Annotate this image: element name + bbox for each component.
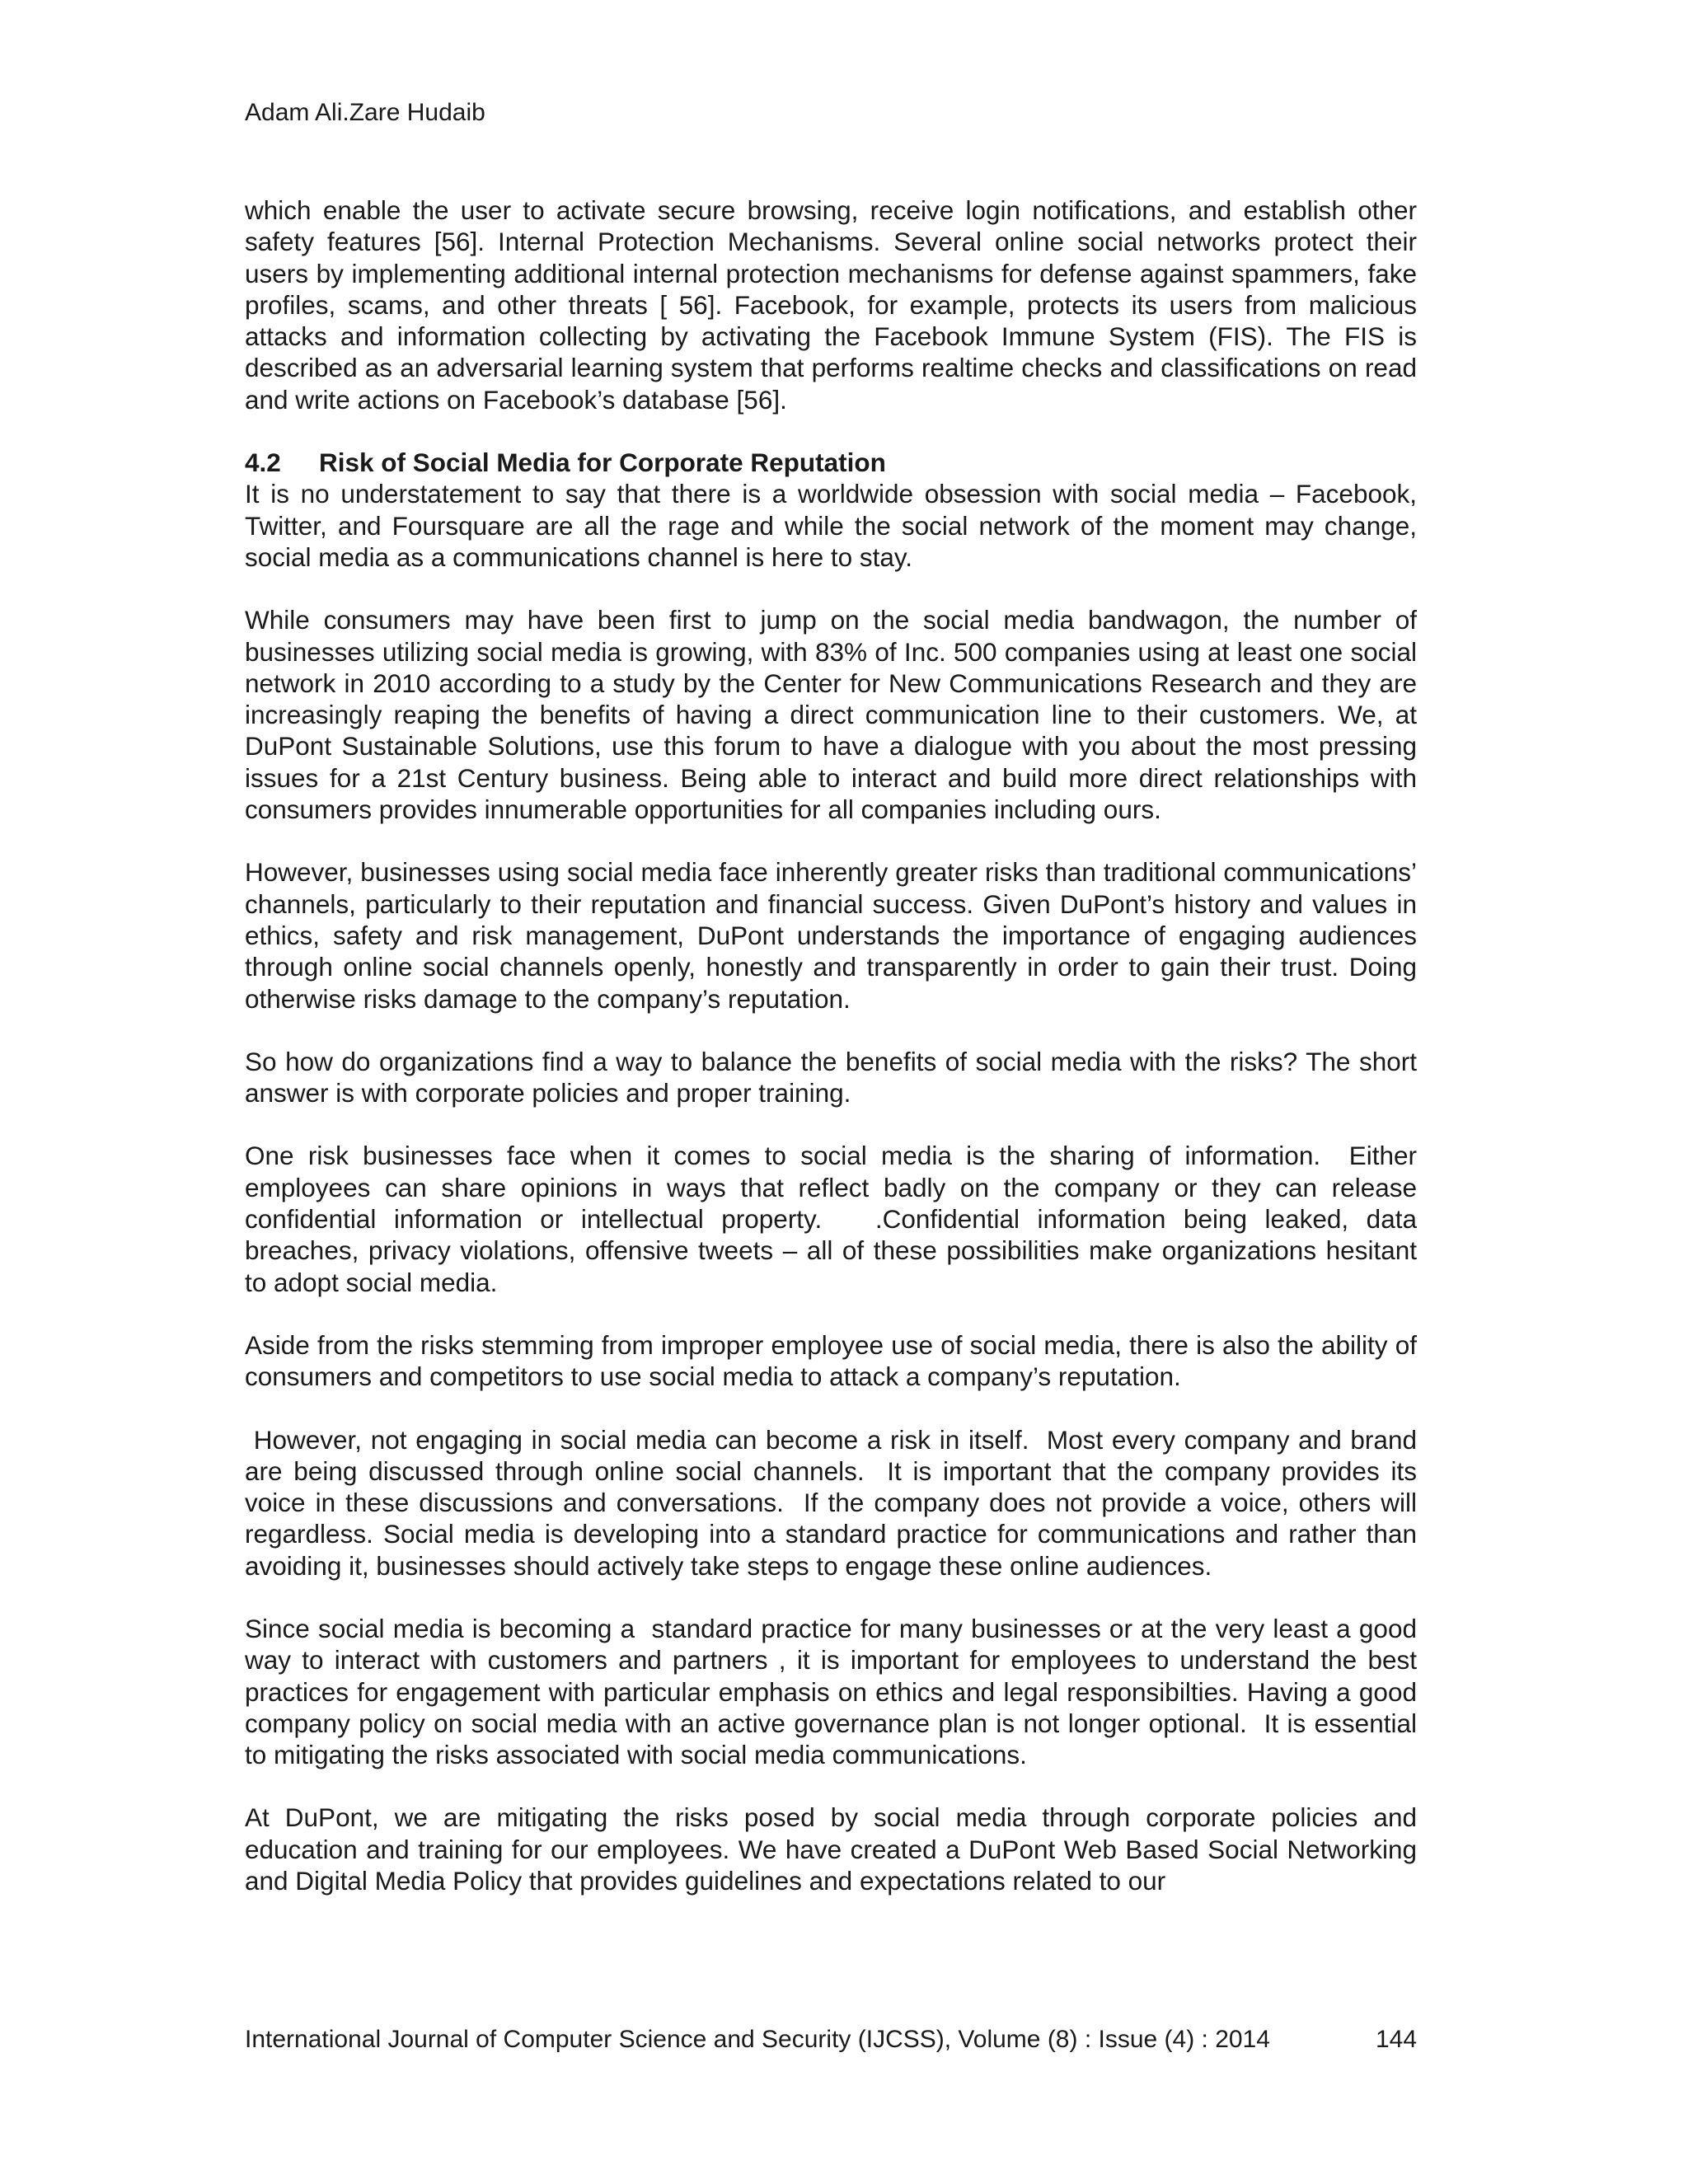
section-number: 4.2	[245, 448, 281, 478]
running-head-author: Adam Ali.Zare Hudaib	[245, 99, 485, 126]
body-paragraph-3: However, businesses using social media face inherently greater risks than traditional communications’ channels, particularly to their reputation and financial success. Given DuPont’s history and values in ethics, safety and risk management, DuPont understands the importance of engaging audiences through online social channels openly, honestly and transparently in order to gain their trust. Doing otherwise risks damage to the company’s reputation.	[245, 857, 1424, 1014]
body-paragraph-5: One risk businesses face when it comes to social media is the sharing of information. Either employees can share opinions in ways that reflect badly on the company or they can release confidential information or intellectual property. .Confidential information being leaked, data breaches, privacy violations, offensive tweets – all of these possibilities make organizations hesitant to adopt social media.	[245, 1141, 1424, 1297]
body-paragraph-1: It is no understatement to say that there is a worldwide obsession with social media – Facebook, Twitter, and Foursquare are all the rage and while the social network of the moment may change, social media as a communications channel is here to stay.	[245, 479, 1424, 572]
intro-paragraph: which enable the user to activate secure browsing, receive login notifications, and establish other safety features [56]. Internal Protection Mechanisms. Several online social networks protect their users by implementing additional internal protection mechanisms for defense against spammers, fake profiles, scams, and other threats [ 56]. Facebook, for example, protects its users from malicious attacks and information collecting by activating the Facebook Immune System (FIS). The FIS is described as an adversarial learning system that performs realtime checks and classifications on read and write actions on Facebook’s database [56].	[245, 195, 1424, 415]
body-paragraph-2: While consumers may have been first to jump on the social media bandwagon, the number of businesses utilizing social media is growing, with 83% of Inc. 500 companies using at least one social network in 2010 according to a study by the Center for New Communications Research and they are increasingly reaping the benefits of having a direct communication line to their customers. We, at DuPont Sustainable Solutions, use this forum to have a dialogue with you about the most pressing issues for a 21st Century business. Being able to interact and build more direct relationships with consumers provides innumerable opportunities for all companies including ours.	[245, 605, 1424, 825]
section-title: Risk of Social Media for Corporate Reputation	[319, 448, 886, 478]
section-heading	[245, 447, 1417, 478]
body-paragraph-9: At DuPont, we are mitigating the risks posed by social media through corporate policies and education and training for our employees. We have created a DuPont Web Based Social Networking and Digital Media Policy that provides guidelines and expectations related to our	[245, 1802, 1424, 1896]
body-paragraph-4: So how do organizations find a way to balance the benefits of social media with the risks? The short answer is with corporate policies and proper training.	[245, 1046, 1424, 1108]
body-paragraph-6: Aside from the risks stemming from improper employee use of social media, there is also the ability of consumers and competitors to use social media to attack a company’s reputation.	[245, 1329, 1424, 1392]
footer-page-number: 144	[1376, 2026, 1418, 2053]
body-paragraph-8: Since social media is becoming a standard practice for many businesses or at the very least a good way to interact with customers and partners , it is important for employees to understand the best practices for engagement with particular emphasis on ethics and legal responsibilties. Having a good company policy on social media with an active governance plan is not longer optional. It is essential to mitigating the risks associated with social media communications.	[245, 1613, 1424, 1770]
article-body	[245, 194, 1424, 1896]
body-paragraph-7: However, not engaging in social media can become a risk in itself. Most every company and brand are being discussed through online social channels. It is important that the company provides its voice in these discussions and conversations. If the company does not provide a voice, others will regardless. Social media is developing into a standard practice for communications and rather than avoiding it, businesses should actively take steps to engage these online audiences.	[245, 1424, 1424, 1581]
footer-journal-citation: International Journal of Computer Science and Security (IJCSS), Volume (8) : Issue (4) : 2014	[245, 2026, 1270, 2053]
